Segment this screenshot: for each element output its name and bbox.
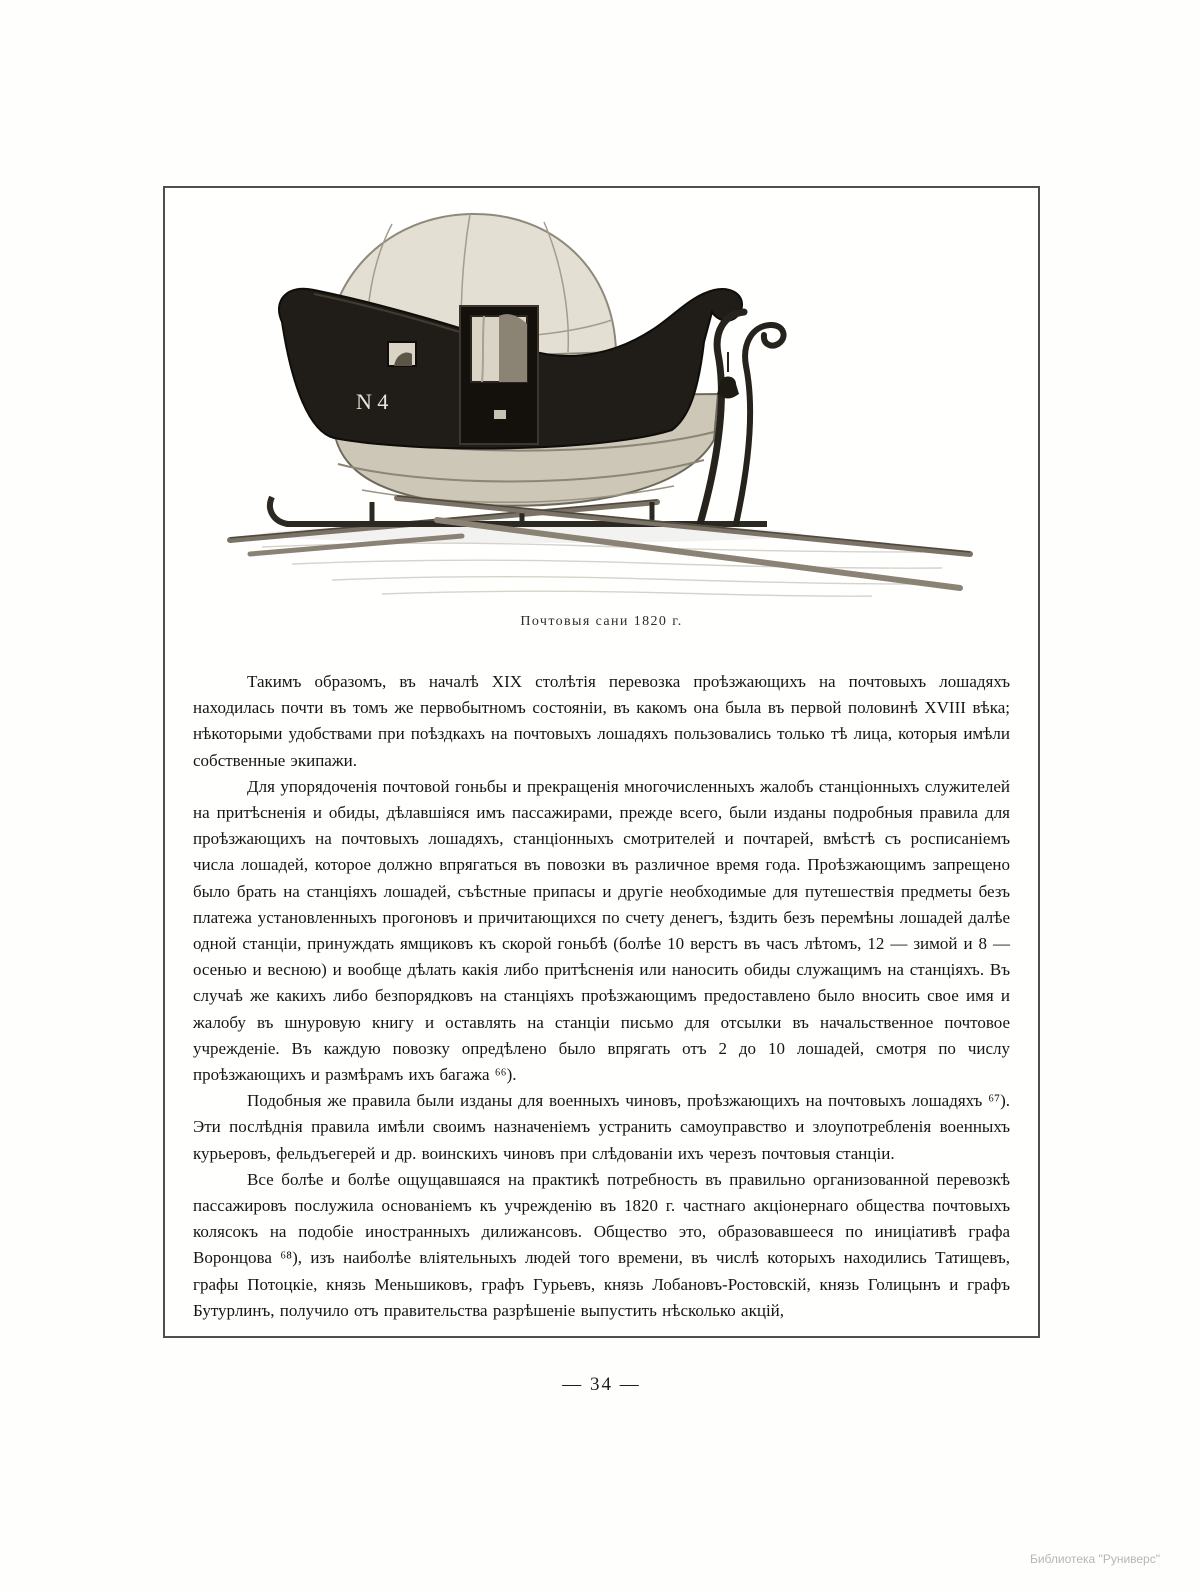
shaft-poles-right [250,496,970,588]
paragraph: Все болѣе и болѣе ощущавшаяся на практикѣ потребность въ правильно организованной перевозкѣ пассажировъ послужила основаніемъ къ учрежденію въ 1820 г. частнаго акціонернаго общества почтовыхъ колясокъ на подобіе иностранныхъ дилижансовъ. Общество это, образовавшееся по иниціативѣ графа Воронцова ⁶⁸), изъ наиболѣе вліятельныхъ людей того времени, въ числѣ которыхъ находились Татищевъ, графы Потоцкіе, князь Меньшиковъ, графъ Гурьевъ, князь Лобановъ-Ростовскій, князь Голицынъ и графъ Бутурлинъ, получило отъ правительства разрѣшеніе выпустить нѣсколько акцій, [193,1169,1010,1320]
library-watermark: Библиотека "Руниверс" [1029,1552,1160,1566]
sledge-drawing [217,202,987,602]
plate-label: N 4 [355,389,388,414]
page-number: — 34 — [562,1374,641,1395]
paragraph: Для упорядоченія почтовой гоньбы и прекращенія многочисленныхъ жалобъ станціонныхъ служителей на притѣсненія и обиды, дѣлавшіяся имъ пассажирами, прежде всего, были изданы подробныя правила для проѣзжающихъ на почтовыхъ лошадяхъ, станціонныхъ смотрителей и почтарей, вмѣстѣ съ росписаніемъ числа лошадей, которое должно впрягаться въ повозки въ различное время года. Проѣзжающимъ запрещено было брать на станціяхъ лошадей, съѣстные припасы и другіе необходимые для путешествія предметы безъ платежа установленныхъ прогоновъ и причитающихся по счету денегъ, ѣздить безъ перемѣны лошадей далѣе одной станціи, принуждать ямщиковъ къ скорой гоньбѣ (болѣе 10 верстъ въ часъ лѣтомъ, 12 — зимой и 8 — осенью и весною) и вообще дѣлать какія либо притѣсненія или наносить обиды служащимъ на станціяхъ. Въ случаѣ же какихъ либо безпорядковъ на станціяхъ проѣзжающимъ предоставлено было вносить свое имя и жалобу въ шнуровую книгу и оставлять на станціи письмо для отсылки въ начальственное почтовое учрежденіе. Въ каждую повозку опредѣлено было впрягать отъ 2 до 10 лошадей, смотря по числу проѣзжающихъ и размѣрамъ ихъ багажа ⁶⁶). [193,776,1010,1085]
figure-caption: Почтовыя сани 1820 г. [520,614,683,629]
body-text [193,669,1010,1324]
paragraph: Подобныя же правила были изданы для военныхъ чиновъ, проѣзжающихъ на почтовыхъ лошадяхъ ⁶⁷). Эти послѣднія правила имѣли своимъ назначеніемъ устранить самоуправство и злоупотребленія военныхъ курьеровъ, фельдъегерей и др. воинскихъ чиновъ при слѣдованіи ихъ черезъ почтовыя станціи. [193,1091,1010,1163]
paragraph: Такимъ образомъ, въ началѣ XIX столѣтія перевозка проѣзжающихъ на почтовыхъ лошадяхъ находилась почти въ томъ же первобытномъ состояніи, въ какомъ она была въ первой половинѣ XVIII вѣка; нѣкоторыми удобствами при поѣздкахъ на почтовыхъ лошадяхъ пользовались только тѣ лица, которыя имѣли собственные экипажи. [193,672,1010,770]
side-window [388,342,416,366]
carriage-door [460,306,538,444]
content-frame [163,186,1040,1338]
sledge-illustration [217,202,987,602]
